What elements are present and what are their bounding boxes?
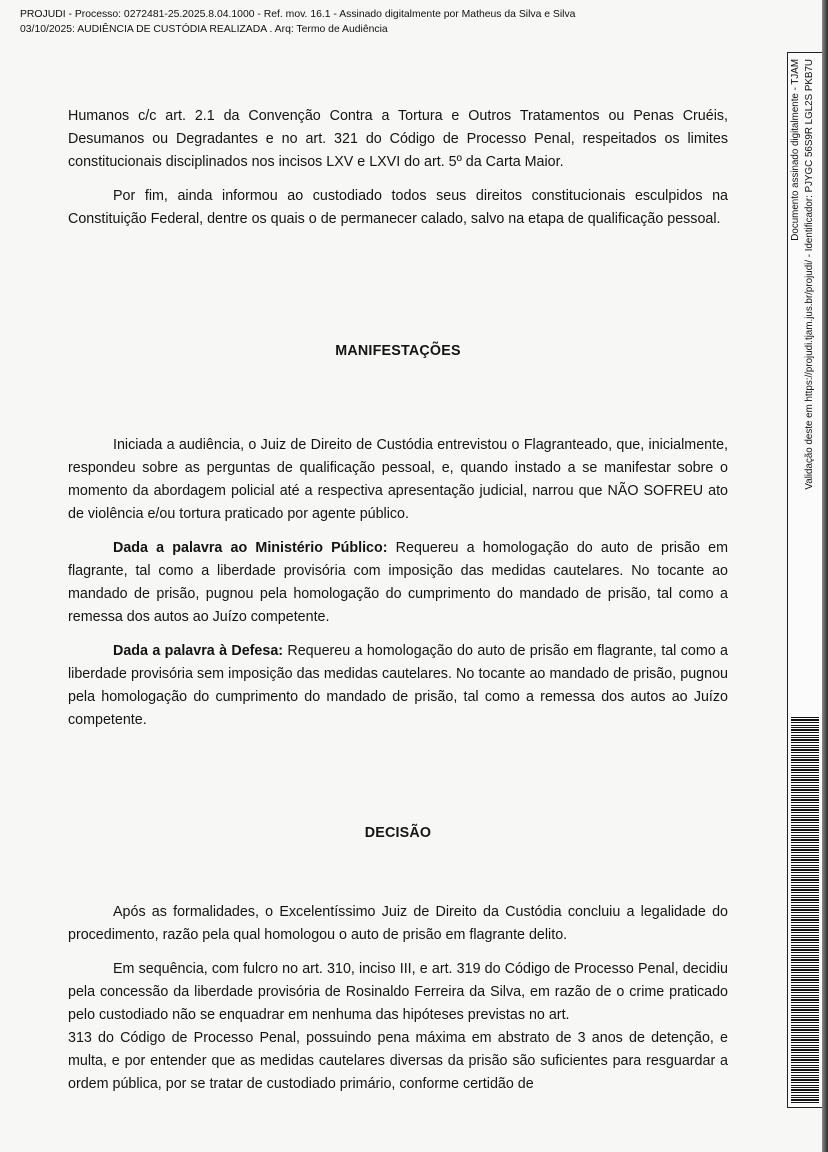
defesa-text: Requereu a homologação do auto de prisão em flagrante, tal como a liberdade provisória sem imposição das medidas cautelares. No tocante ao mandado de prisão, pugnou pela homologação do cumprimento do mandado de prisão, tal como a remessa dos autos ao Juízo competente.	[68, 643, 728, 728]
digital-signature-stamp	[787, 52, 822, 1108]
defesa-paragraph	[68, 640, 728, 732]
intro-paragraph-1: Humanos c/c art. 2.1 da Convenção Contra a Tortura e Outros Tratamentos ou Penas Cruéis, Desumanos ou Degradantes e no art. 321 do Código de Processo Penal, respeitados os limites constitucionais disciplinados nos incisos LXV e LXVI do art. 5º da Carta Maior.	[68, 108, 728, 170]
intro-paragraph-2: Por fim, ainda informou ao custodiado todos seus direitos constitucionais esculpidos na Constituição Federal, dentre os quais o de permanecer calado, salvo na etapa de qualificação pessoal.	[68, 188, 728, 227]
header-process-line: PROJUDI - Processo: 0272481-25.2025.8.04.1000 - Ref. mov. 16.1 - Assinado digitalmente por Matheus da Silva e Silva	[20, 9, 576, 20]
intro-section	[68, 105, 728, 231]
ministerio-publico-paragraph	[68, 537, 728, 629]
stamp-text-block	[789, 59, 822, 705]
manifestacoes-heading: MANIFESTAÇÕES	[335, 343, 461, 359]
ministerio-publico-label: Dada a palavra ao Ministério Público:	[113, 540, 388, 556]
barcode	[791, 717, 819, 1103]
decisao-paragraph-2: Em sequência, com fulcro no art. 310, inciso III, e art. 319 do Código de Processo Penal, decidiu pela concessão da liberdade provisória de Rosinaldo Ferreira da Silva, em razão de o crime praticado pelo custodiado não se enquadrar em nenhuma das hipóteses previstas no art.	[68, 961, 728, 1023]
manifestacoes-paragraph-1: Iniciada a audiência, o Juiz de Direito de Custódia entrevistou o Flagranteado, que, inicialmente, respondeu sobre as perguntas de qualificação pessoal, e, quando instado a se manifestar sobre o momento da abordagem policial até a respectiva apresentação judicial, narrou que NÃO SOFREU ato de violência e/ou tortura praticado por agente público.	[68, 437, 728, 522]
decisao-heading: DECISÃO	[364, 825, 432, 841]
decisao-paragraph-1: Após as formalidades, o Excelentíssimo Juiz de Direito da Custódia concluiu a legalidade do procedimento, razão pela qual homologou o auto de prisão em flagrante delito.	[68, 904, 728, 943]
ministerio-publico-text: Requereu a homologação do auto de prisão em flagrante, tal como a liberdade provisória com imposição das medidas cautelares. No tocante ao mandado de prisão, pugnou pela homologação do cumprimento do mandado de prisão, tal como a remessa dos autos ao Juízo competente.	[68, 540, 728, 625]
manifestacoes-section	[68, 434, 728, 732]
decisao-paragraph-3: 313 do Código de Processo Penal, possuindo pena máxima em abstrato de 3 anos de detenção, e multa, e por entender que as medidas cautelares diversas da prisão são suficientes para resguardar a ordem pública, por se tratar de custodiado primário, conforme certidão de	[68, 1030, 728, 1092]
decisao-section	[68, 901, 728, 1096]
stamp-validation-line: Validação deste em https://projudi.tjam.jus.br/projudi/ - Identificador: PJYGC 56S9R LGL2S PKB7U	[804, 59, 815, 490]
document-header	[20, 7, 575, 37]
stamp-signed-line: Documento assinado digitalmente - TJAM	[790, 59, 801, 241]
header-event-line: 03/10/2025: AUDIÊNCIA DE CUSTÓDIA REALIZADA . Arq: Termo de Audiência	[20, 24, 388, 35]
page-edge-shadow	[822, 0, 828, 1152]
defesa-label: Dada a palavra à Defesa:	[113, 643, 284, 659]
